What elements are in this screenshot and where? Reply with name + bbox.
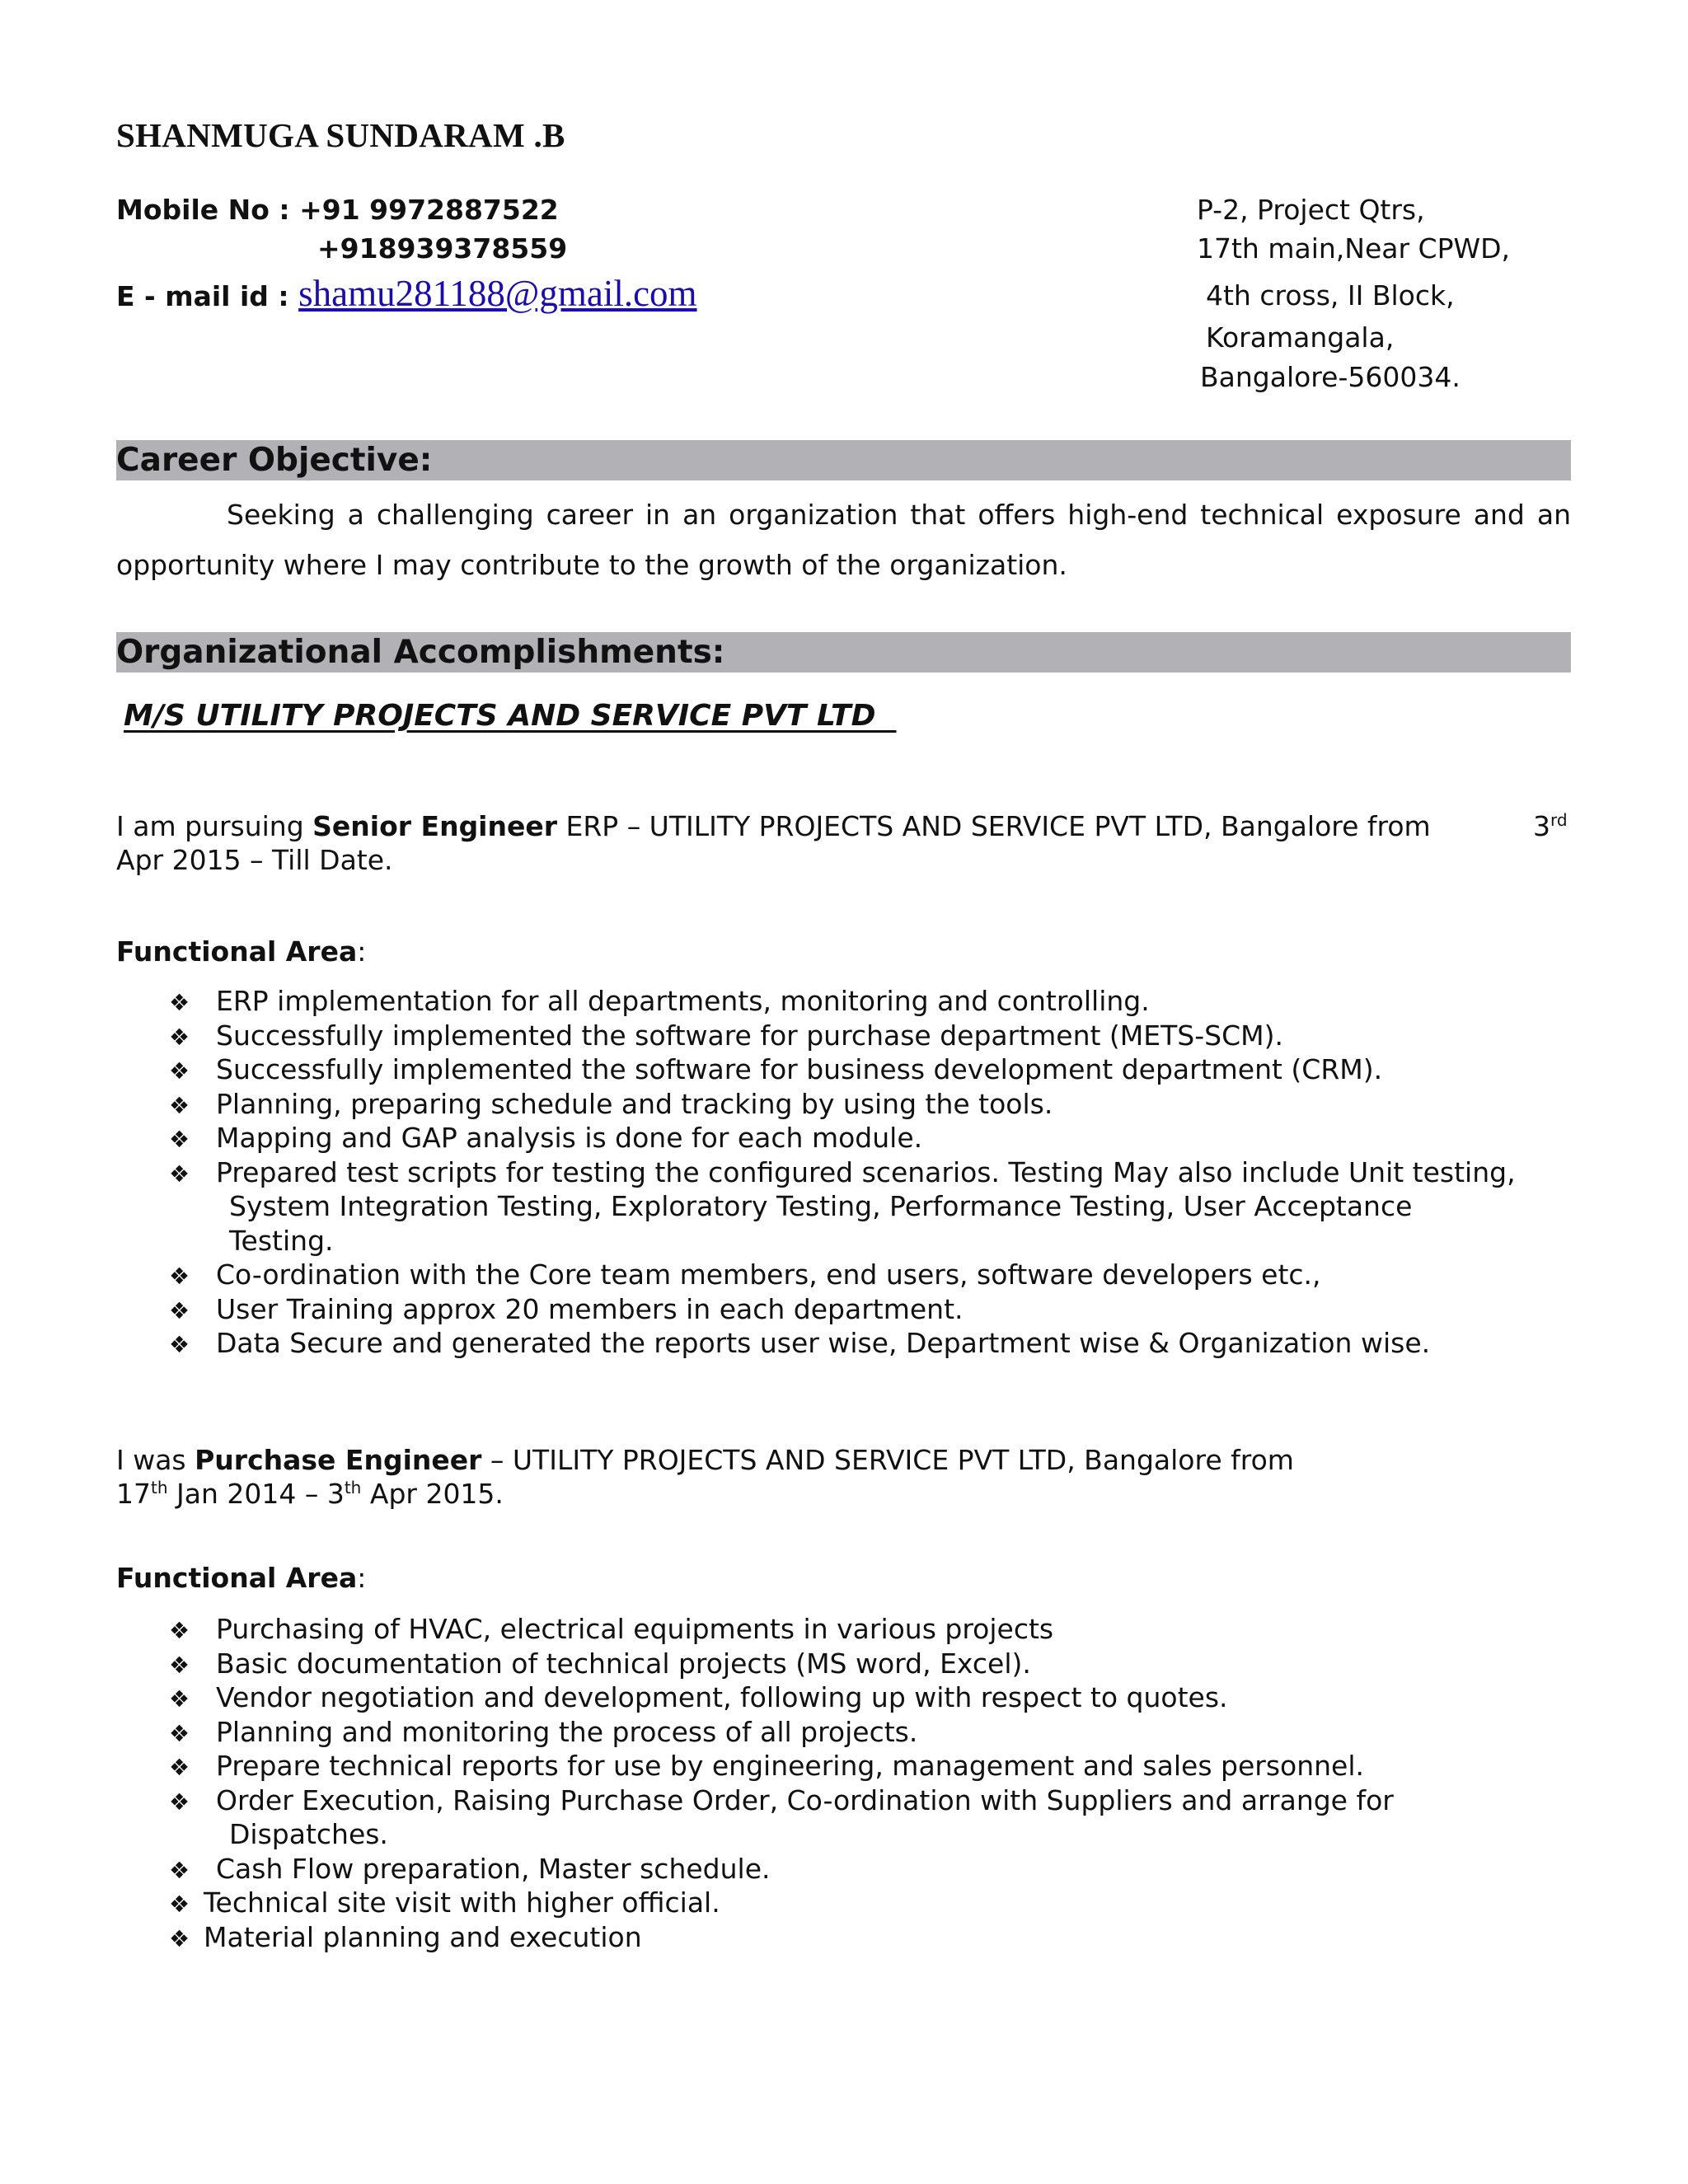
list-item: ❖ Cash Flow preparation, Master schedule. <box>169 1852 1394 1886</box>
bullet-diamond-icon: ❖ <box>169 1685 190 1713</box>
role2-date-line: 17th Jan 2014 – 3th Apr 2015. <box>116 1478 504 1510</box>
list-item: ❖ Technical site visit with higher official. <box>169 1886 1394 1920</box>
bullet-diamond-icon: ❖ <box>169 1617 190 1644</box>
mobile-number-1: +91 9972887522 <box>299 194 559 226</box>
bullet-diamond-icon: ❖ <box>169 1160 190 1188</box>
list-item: ❖ Successfully implemented the software for purchase department (METS-SCM). <box>169 1019 1516 1053</box>
bullet-diamond-icon: ❖ <box>169 989 190 1016</box>
mobile-row <box>116 194 559 226</box>
list-item-continuation: System Integration Testing, Exploratory Testing, Performance Testing, User Acceptance <box>229 1190 1413 1222</box>
list-item: ❖ Material planning and execution <box>169 1920 1394 1955</box>
list-item: ❖ Vendor negotiation and development, following up with respect to quotes. <box>169 1680 1394 1715</box>
role1-date-sup: rd <box>1550 810 1568 830</box>
role1-summary <box>116 809 1431 843</box>
accomplishments-heading: Organizational Accomplishments: <box>116 632 1571 673</box>
bullet-diamond-icon: ❖ <box>169 1719 190 1747</box>
list-item: ❖ User Training approx 20 members in each department. <box>169 1292 1516 1327</box>
career-objective-line-2: opportunity where I may contribute to the growth of the organization. <box>116 549 1067 581</box>
role1-functional-list <box>169 984 1516 1361</box>
bullet-diamond-icon: ❖ <box>169 1296 190 1324</box>
list-item: ❖ Planning, preparing schedule and tracking by using the tools. <box>169 1087 1516 1122</box>
role1-rest: ERP – UTILITY PROJECTS AND SERVICE PVT LTD, Bangalore from <box>557 810 1431 842</box>
role2-rest: – UTILITY PROJECTS AND SERVICE PVT LTD, Bangalore from <box>481 1444 1294 1476</box>
role2-summary <box>116 1443 1294 1477</box>
role1-date-line: Apr 2015 – Till Date. <box>116 844 393 876</box>
bullet-diamond-icon: ❖ <box>169 1891 190 1918</box>
mobile-label: Mobile No : <box>116 194 300 226</box>
email-link[interactable]: shamu281188@gmail.com <box>298 273 697 314</box>
list-item: ❖ Successfully implemented the software for business development department (CRM). <box>169 1052 1516 1087</box>
bullet-diamond-icon: ❖ <box>169 1788 190 1816</box>
bullet-diamond-icon: ❖ <box>169 1754 190 1781</box>
company-name: M/S UTILITY PROJECTS AND SERVICE PVT LTD <box>124 699 897 733</box>
mobile-number-2: +918939378559 <box>317 232 568 265</box>
bullet-diamond-icon: ❖ <box>169 1126 190 1153</box>
role1-title: Senior Engineer <box>312 810 558 842</box>
list-item: ❖ Co-ordination with the Core team members, end users, software developers etc., <box>169 1258 1516 1292</box>
bullet-diamond-icon: ❖ <box>169 1091 190 1119</box>
role2-functional-list <box>169 1612 1394 1954</box>
bullet-diamond-icon: ❖ <box>169 1856 190 1884</box>
list-item: ❖ Basic documentation of technical projects (MS word, Excel). <box>169 1647 1394 1681</box>
address-line-5: Bangalore-560034. <box>1200 361 1461 393</box>
list-item: ❖ Data Secure and generated the reports user wise, Department wise & Organization wise. <box>169 1326 1516 1361</box>
list-item: ❖ Purchasing of HVAC, electrical equipments in various projects <box>169 1612 1394 1647</box>
email-row <box>116 272 697 315</box>
list-item: ❖ Prepared test scripts for testing the configured scenarios. Testing May also include Unit testing, <box>169 1155 1516 1190</box>
bullet-diamond-icon: ❖ <box>169 1263 190 1290</box>
bullet-diamond-icon: ❖ <box>169 1651 190 1679</box>
role2-prefix: I was <box>116 1444 195 1476</box>
list-item-continuation: Dispatches. <box>229 1818 388 1850</box>
candidate-name: SHANMUGA SUNDARAM .B <box>116 116 565 154</box>
list-item-continuation: Testing. <box>229 1224 334 1257</box>
role2-functional-area-label: Functional Area: <box>116 1562 367 1594</box>
bullet-diamond-icon: ❖ <box>169 1057 190 1085</box>
bullet-diamond-icon: ❖ <box>169 1331 190 1358</box>
address-line-1: P-2, Project Qtrs, <box>1197 194 1425 226</box>
role1-functional-area-label: Functional Area: <box>116 935 367 968</box>
address-line-2: 17th main,Near CPWD, <box>1197 232 1511 265</box>
list-item: ❖ Prepare technical reports for use by engineering, management and sales personnel. <box>169 1749 1394 1783</box>
role1-prefix: I am pursuing <box>116 810 313 842</box>
address-line-4: Koramangala, <box>1206 321 1395 354</box>
bullet-diamond-icon: ❖ <box>169 1023 190 1051</box>
role1-date-day: 3rd <box>1533 810 1568 842</box>
list-item: ❖ Mapping and GAP analysis is done for each module. <box>169 1121 1516 1155</box>
email-label: E - mail id : <box>116 280 299 312</box>
list-item: ❖ Order Execution, Raising Purchase Order, Co-ordination with Suppliers and arrange for <box>169 1783 1394 1818</box>
address-line-3: 4th cross, II Block, <box>1206 279 1455 312</box>
career-objective-line-1: Seeking a challenging career in an organization that offers high-end technical exposure and an <box>227 499 1571 531</box>
list-item: ❖ ERP implementation for all departments, monitoring and controlling. <box>169 984 1516 1019</box>
list-item: ❖ Planning and monitoring the process of all projects. <box>169 1715 1394 1750</box>
career-objective-heading: Career Objective: <box>116 440 1571 480</box>
bullet-diamond-icon: ❖ <box>169 1924 190 1952</box>
role2-title: Purchase Engineer <box>195 1444 482 1476</box>
